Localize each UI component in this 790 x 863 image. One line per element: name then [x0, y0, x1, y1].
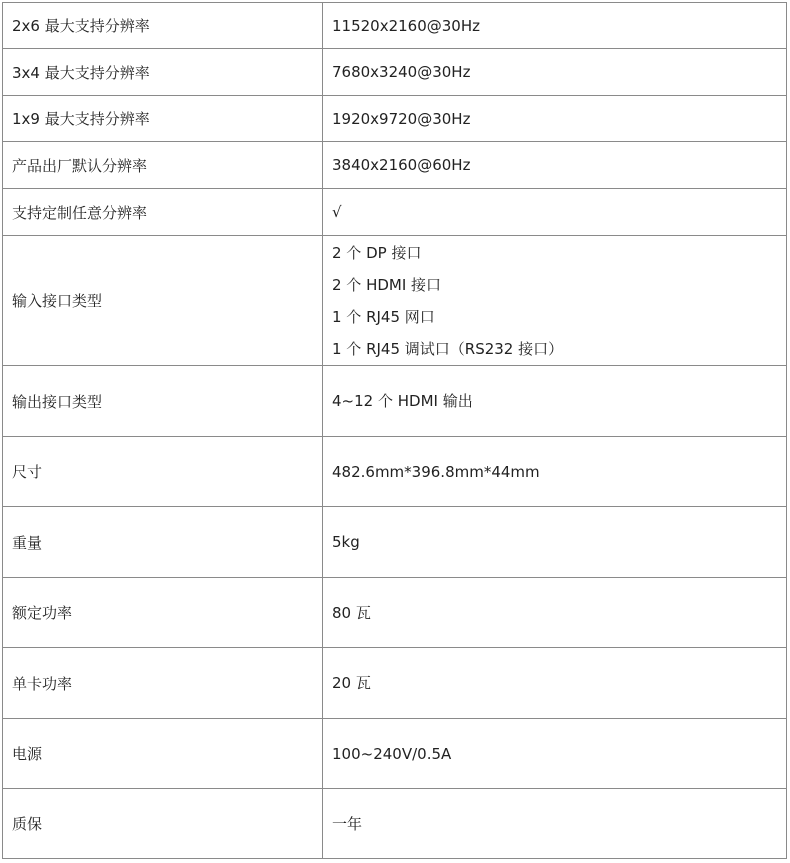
spec-value — [323, 96, 787, 142]
spec-table — [2, 2, 787, 859]
spec-value-line: 2 个 DP 接口 — [332, 243, 422, 262]
spec-value-line: 5kg — [332, 533, 360, 551]
table-row — [3, 719, 787, 789]
spec-label: 1x9 最大支持分辨率 — [3, 96, 323, 142]
spec-value-line: 482.6mm*396.8mm*44mm — [332, 462, 540, 481]
table-row — [3, 366, 787, 437]
spec-value — [323, 189, 787, 236]
spec-value — [323, 49, 787, 96]
spec-value-line: 1920x9720@30Hz — [332, 109, 471, 128]
spec-label: 重量 — [3, 507, 323, 578]
spec-value-line: 2 个 HDMI 接口 — [332, 275, 442, 294]
spec-label: 单卡功率 — [3, 648, 323, 719]
spec-value — [323, 648, 787, 719]
table-row — [3, 49, 787, 96]
spec-label: 2x6 最大支持分辨率 — [3, 3, 323, 49]
spec-value — [323, 789, 787, 859]
table-row — [3, 789, 787, 859]
spec-value-line: 4~12 个 HDMI 输出 — [332, 392, 473, 410]
spec-value-line: 3840x2160@60Hz — [332, 156, 471, 174]
spec-value-line: 80 瓦 — [332, 603, 371, 622]
spec-label: 输入接口类型 — [3, 236, 323, 366]
spec-value — [323, 3, 787, 49]
spec-value — [323, 437, 787, 507]
spec-value-line: 1 个 RJ45 调试口（RS232 接口） — [332, 339, 564, 358]
spec-value-line: 100~240V/0.5A — [332, 744, 452, 763]
table-row — [3, 3, 787, 49]
spec-label: 输出接口类型 — [3, 366, 323, 437]
table-row — [3, 189, 787, 236]
spec-value-line: 11520x2160@30Hz — [332, 16, 481, 35]
spec-value-line: 一年 — [332, 814, 363, 833]
spec-value — [323, 366, 787, 437]
spec-value — [323, 236, 787, 366]
table-row — [3, 437, 787, 507]
spec-label: 电源 — [3, 719, 323, 789]
spec-value-line: 7680x3240@30Hz — [332, 63, 471, 81]
table-row — [3, 236, 787, 366]
spec-label: 产品出厂默认分辨率 — [3, 142, 323, 189]
spec-value — [323, 507, 787, 578]
table-row — [3, 142, 787, 189]
table-row — [3, 96, 787, 142]
table-row — [3, 507, 787, 578]
table-row — [3, 578, 787, 648]
spec-value — [323, 142, 787, 189]
spec-value-line: 20 瓦 — [332, 674, 371, 692]
table-row — [3, 648, 787, 719]
spec-label: 尺寸 — [3, 437, 323, 507]
spec-label: 3x4 最大支持分辨率 — [3, 49, 323, 96]
spec-label: 额定功率 — [3, 578, 323, 648]
spec-value-line: 1 个 RJ45 网口 — [332, 307, 435, 326]
spec-label: 质保 — [3, 789, 323, 859]
spec-label: 支持定制任意分辨率 — [3, 189, 323, 236]
spec-value — [323, 578, 787, 648]
spec-value-line: √ — [332, 203, 342, 221]
spec-value — [323, 719, 787, 789]
